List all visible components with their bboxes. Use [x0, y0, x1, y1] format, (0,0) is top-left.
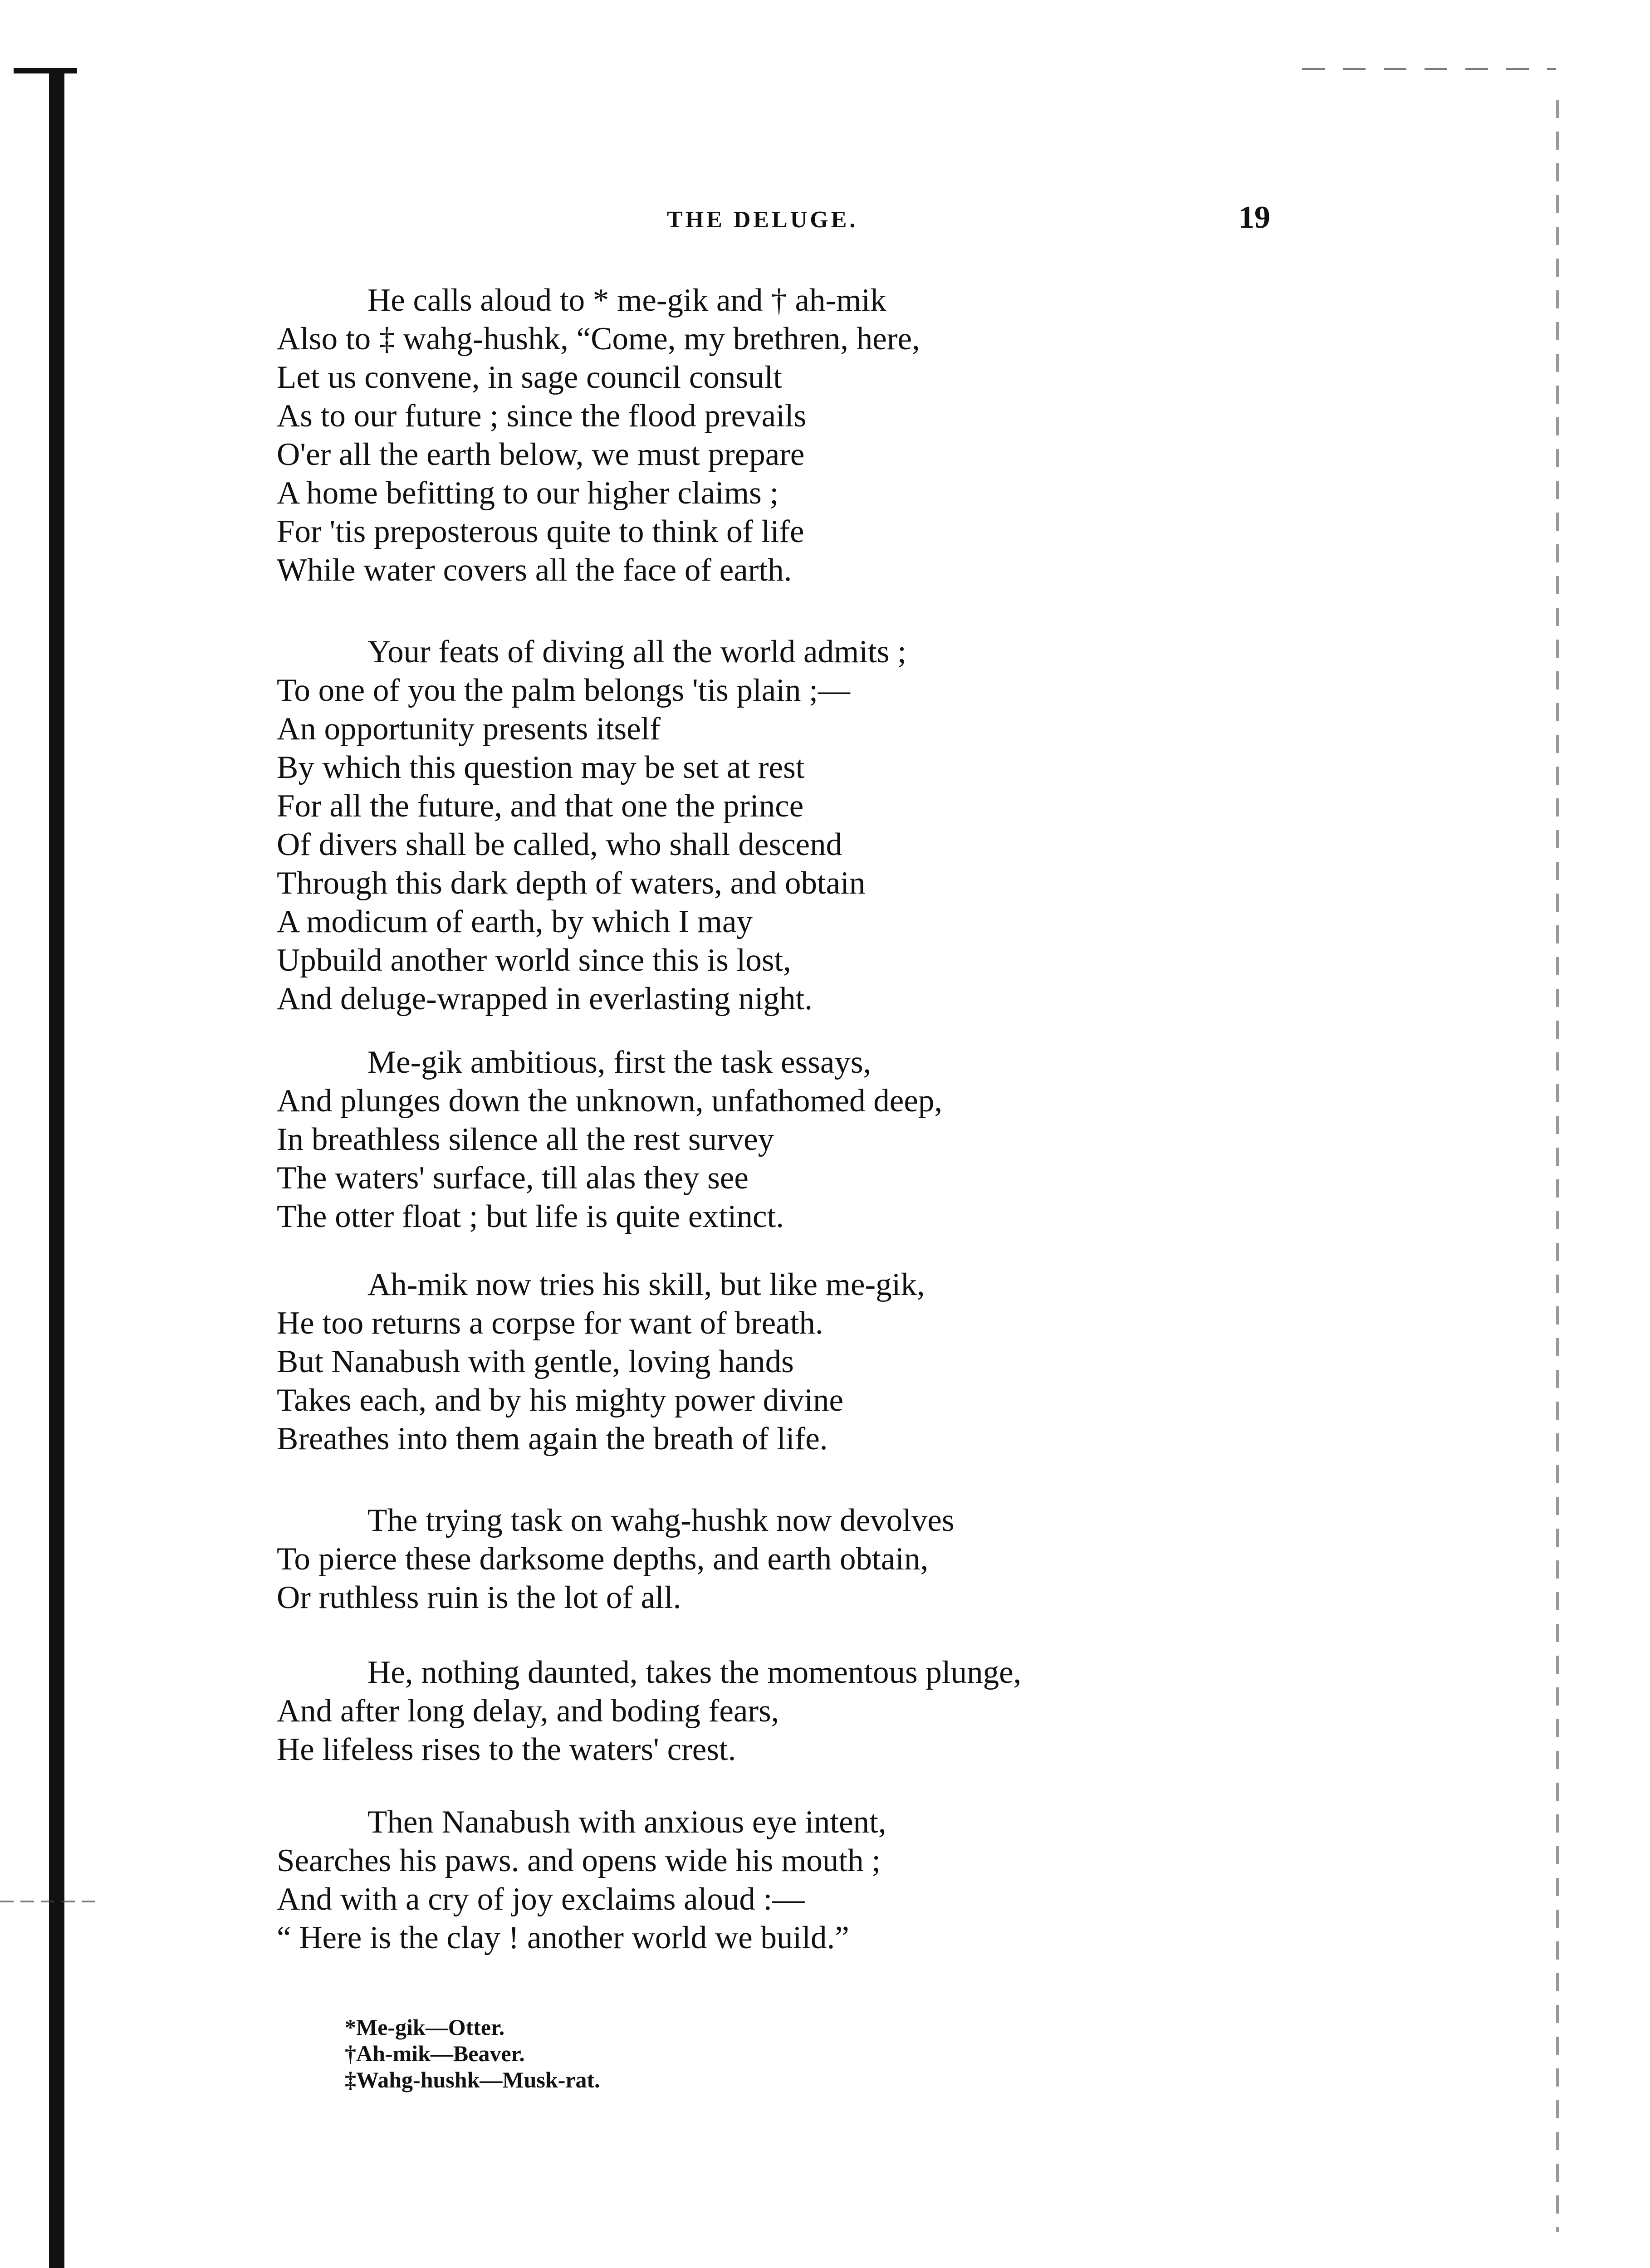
- poem-line: Also to ‡ wahg-hushk, “Come, my brethren, here,: [277, 321, 920, 357]
- poem-line: In breathless silence all the rest survey: [277, 1122, 774, 1157]
- poem-line: And deluge-wrapped in everlasting night.: [277, 981, 813, 1017]
- poem-line: Of divers shall be called, who shall descend: [277, 827, 842, 862]
- stanza: [277, 1501, 955, 1617]
- poem-line: But Nanabush with gentle, loving hands: [277, 1344, 794, 1379]
- poem-line: Ah-mik now tries his skill, but like me-gik,: [367, 1267, 925, 1302]
- poem-line: An opportunity presents itself: [277, 711, 661, 747]
- poem-line: Upbuild another world since this is lost,: [277, 943, 791, 978]
- poem-line: And with a cry of joy exclaims aloud :—: [277, 1882, 805, 1917]
- right-scan-edge: [1556, 100, 1559, 2232]
- poem-line: Or ruthless ruin is the lot of all.: [277, 1580, 681, 1615]
- poem-line: He, nothing daunted, takes the momentous plunge,: [367, 1655, 1022, 1690]
- poem-line: A modicum of earth, by which I may: [277, 904, 753, 939]
- page-number: 19: [1239, 200, 1270, 235]
- poem-line: “ Here is the clay ! another world we build.”: [277, 1920, 849, 1955]
- poem-line: As to our future ; since the flood prevails: [277, 398, 807, 434]
- poem-line: He too returns a corpse for want of breath.: [277, 1305, 823, 1341]
- stanza: [277, 1043, 942, 1236]
- poem-line: And plunges down the unknown, unfathomed deep,: [277, 1083, 943, 1119]
- poem-line: O'er all the earth below, we must prepare: [277, 437, 805, 472]
- poem-line: He lifeless rises to the waters' crest.: [277, 1732, 736, 1767]
- poem-line: The trying task on wahg-hushk now devolves: [367, 1503, 955, 1538]
- poem-line: To one of you the palm belongs 'tis plain ;—: [277, 673, 850, 708]
- poem-line: Let us convene, in sage council consult: [277, 360, 782, 395]
- poem-line: For 'tis preposterous quite to think of life: [277, 514, 804, 549]
- poem-line: The waters' surface, till alas they see: [277, 1160, 749, 1196]
- binding-edge: [49, 68, 64, 2268]
- poem-line: By which this question may be set at rest: [277, 750, 805, 785]
- poem-line: A home befitting to our higher claims ;: [277, 475, 779, 511]
- stanza: [277, 633, 906, 1018]
- poem-line: For all the future, and that one the prince: [277, 788, 804, 824]
- footnote: *Me-gik—Otter.: [345, 2014, 505, 2040]
- poem-line: While water covers all the face of earth.: [277, 552, 792, 588]
- footnote: ‡Wahg-hushk—Musk-rat.: [345, 2067, 600, 2092]
- running-head: THE DELUGE.: [667, 207, 858, 233]
- footnote: †Ah-mik—Beaver.: [345, 2041, 525, 2066]
- poem-line: Me-gik ambitious, first the task essays,: [367, 1045, 872, 1080]
- binding-tick: [14, 68, 77, 73]
- poem-line: Your feats of diving all the world admits ;: [367, 634, 906, 670]
- poem-line: The otter float ; but life is quite extinct.: [277, 1199, 784, 1234]
- stanza: [277, 1653, 1021, 1769]
- poem-line: Searches his paws. and opens wide his mouth ;: [277, 1843, 881, 1878]
- poem-line: And after long delay, and boding fears,: [277, 1693, 779, 1729]
- stanza: [277, 1803, 886, 1957]
- poem-line: He calls aloud to * me-gik and † ah-mik: [367, 283, 886, 318]
- top-scan-rule: [1302, 68, 1556, 70]
- poem-line: To pierce these darksome depths, and earth obtain,: [277, 1541, 929, 1577]
- poem-line: Then Nanabush with anxious eye intent,: [367, 1804, 886, 1840]
- stanza: [277, 1266, 925, 1458]
- margin-scan-rule: [0, 1901, 100, 1902]
- stanza: [277, 281, 920, 590]
- poem-line: Through this dark depth of waters, and obtain: [277, 865, 866, 901]
- footnotes: [345, 2014, 600, 2093]
- poem-line: Takes each, and by his mighty power divine: [277, 1383, 844, 1418]
- poem-line: Breathes into them again the breath of life.: [277, 1421, 828, 1457]
